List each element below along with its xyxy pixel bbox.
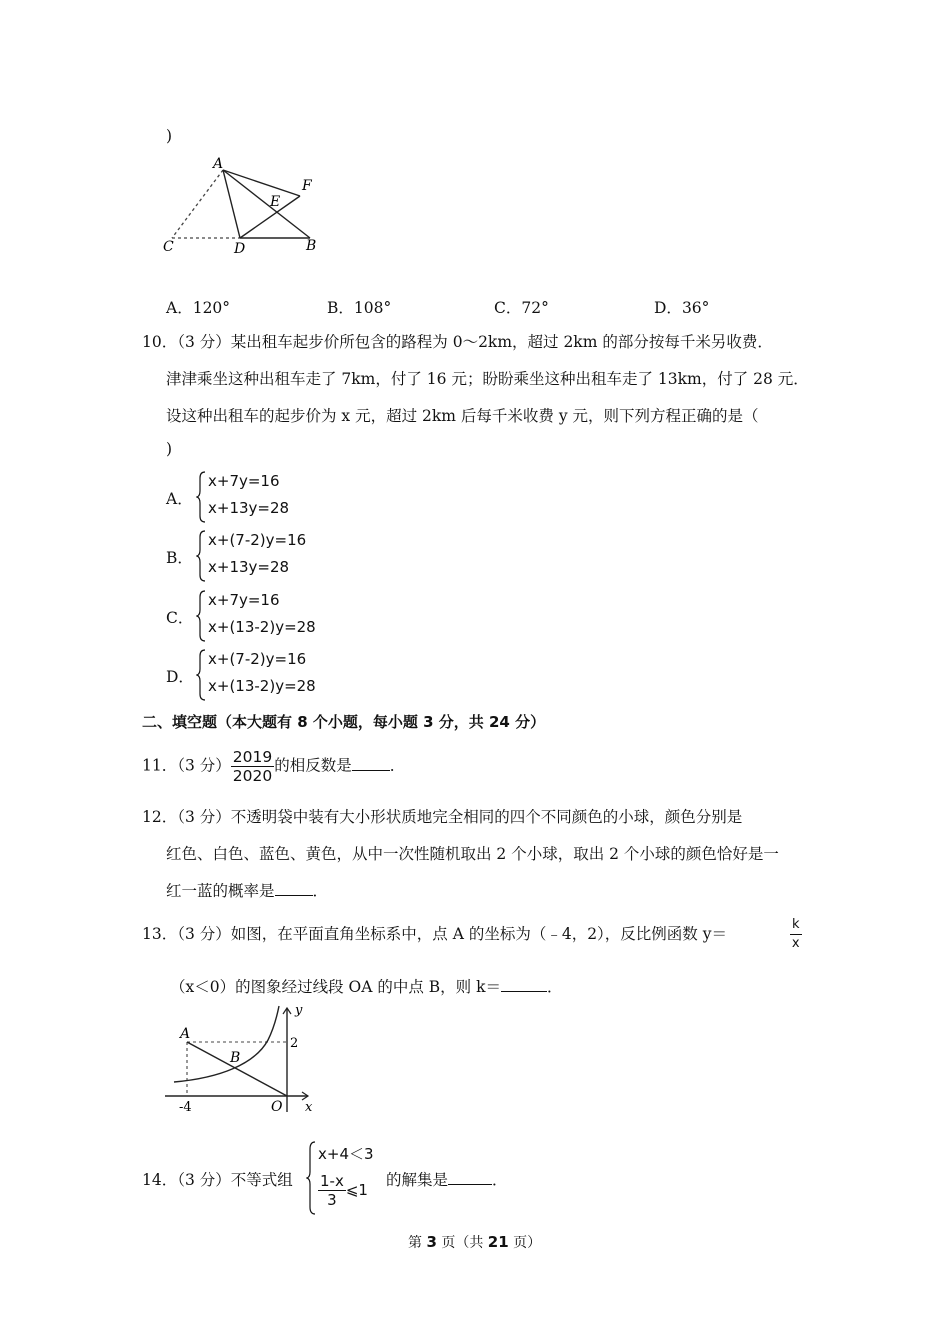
label-y: y (295, 1003, 303, 1018)
label-B: B (306, 238, 317, 254)
q13-line1: 13．（3 分）如图，在平面直角坐标系中，点 A 的坐标为（﹣4，2），反比例函数 y＝ (142, 925, 727, 943)
q12-line3: 红一蓝的概率是 ． (166, 882, 329, 900)
page-footer: 第 3 页（共 21 页） (408, 1233, 542, 1251)
brace-icon (306, 1140, 316, 1216)
q10-option-c-letter[interactable]: C． (166, 609, 194, 627)
q12-line1: 12．（3 分）不透明袋中装有大小形状质地完全相同的四个不同颜色的小球，颜色分别是 (142, 808, 743, 826)
q9-option-d[interactable]: D．36° (654, 299, 710, 317)
q14-score: （3 分） (177, 1171, 231, 1189)
q9-figure (160, 150, 330, 260)
equation-1: x+(7-2)y=16 (208, 650, 307, 668)
q14-lead: 14．（3 分）不等式组 (142, 1171, 293, 1189)
equation-2: x+13y=28 (208, 558, 290, 576)
label-E: E (270, 194, 281, 210)
q14-system (306, 1140, 386, 1216)
equation-2: x+(13-2)y=28 (208, 618, 316, 636)
q9-tail: ) (166, 127, 173, 145)
label-neg4: -4 (179, 1100, 192, 1115)
q12-score: （3 分） (177, 808, 231, 826)
label-B: B (230, 1050, 241, 1066)
answer-blank[interactable] (352, 756, 390, 771)
q14-tail: 的解集是 ． (386, 1171, 508, 1189)
q9-option-b[interactable]: B．108° (327, 299, 392, 317)
q11-score: （3 分） (177, 756, 231, 775)
q10-option-d-system[interactable] (196, 648, 336, 702)
brace-icon (196, 648, 206, 702)
q10-option-a-letter[interactable]: A． (166, 490, 193, 508)
q13-line2: （x＜0）的图象经过线段 OA 的中点 B，则 k＝ ． (170, 978, 563, 996)
brace-icon (196, 529, 206, 583)
equation-2: x+13y=28 (208, 499, 290, 517)
q10-line4: ) (166, 440, 173, 458)
q14-fraction: $\frac{1-x}{3}$ (320, 1172, 344, 1209)
q12-line2: 红色、白色、蓝色、黄色，从中一次性随机取出 2 个小球，取出 2 个小球的颜色恰好是一 (166, 845, 779, 863)
q10-number: 10． (142, 333, 178, 351)
q11-line: 11．（3 分） $\frac{2019}{2020}$ 的相反数是 ． (142, 748, 406, 785)
page-number: 3 (426, 1233, 437, 1251)
q13-number: 13． (142, 925, 178, 943)
section-heading: 二、填空题（本大题有 8 个小题，每小题 3 分，共 24 分） (142, 713, 546, 731)
equation-1: x+(7-2)y=16 (208, 531, 307, 549)
brace-icon (196, 470, 206, 524)
label-O: O (271, 1099, 283, 1115)
q9-option-a[interactable]: A．120° (166, 299, 231, 317)
q13-figure (160, 1000, 330, 1120)
label-D: D (234, 241, 246, 257)
equation-1: x+7y=16 (208, 591, 280, 609)
q10-line1: 10．（3 分）某出租车起步价所包含的路程为 0～2km，超过 2km 的部分按每千米另收费． (142, 333, 773, 351)
label-C: C (163, 239, 174, 255)
label-A: A (180, 1026, 191, 1042)
answer-blank[interactable] (501, 977, 547, 992)
label-2: 2 (290, 1036, 299, 1051)
q10-option-b-letter[interactable]: B． (166, 549, 193, 567)
answer-blank[interactable] (275, 881, 313, 896)
inequality-1: x+4＜3 (318, 1145, 374, 1163)
q10-option-d-letter[interactable]: D． (166, 668, 194, 686)
q10-line3: 设这种出租车的起步价为 x 元，超过 2km 后每千米收费 y 元，则下列方程正确的是（ (166, 407, 759, 425)
inequality-2: $\frac{1-x}{3}$ ⩽1 (320, 1172, 368, 1209)
label-F: F (302, 178, 312, 194)
page-total: 21 (487, 1233, 509, 1251)
label-x: x (305, 1100, 313, 1115)
q13-fraction: $\frac{k}{x}$ (791, 917, 800, 951)
q12-number: 12． (142, 808, 178, 826)
q10-score: （3 分） (177, 333, 231, 351)
label-A: A (213, 156, 224, 172)
q10-option-a-system[interactable] (196, 470, 336, 524)
q11-fraction: $\frac{2019}{2020}$ (232, 748, 273, 785)
q10-option-b-system[interactable] (196, 529, 336, 583)
equation-2: x+(13-2)y=28 (208, 677, 316, 695)
q10-line2: 津津乘坐这种出租车走了 7km，付了 16 元；盼盼乘坐这种出租车走了 13km，付了 28 元． (166, 370, 809, 388)
q13-score: （3 分） (177, 925, 231, 943)
q9-option-c[interactable]: C．72° (494, 299, 549, 317)
brace-icon (196, 589, 206, 643)
equation-1: x+7y=16 (208, 472, 280, 490)
q14-number: 14． (142, 1171, 178, 1189)
q10-option-c-system[interactable] (196, 589, 336, 643)
answer-blank[interactable] (448, 1170, 492, 1185)
q11-number: 11． (142, 756, 178, 775)
